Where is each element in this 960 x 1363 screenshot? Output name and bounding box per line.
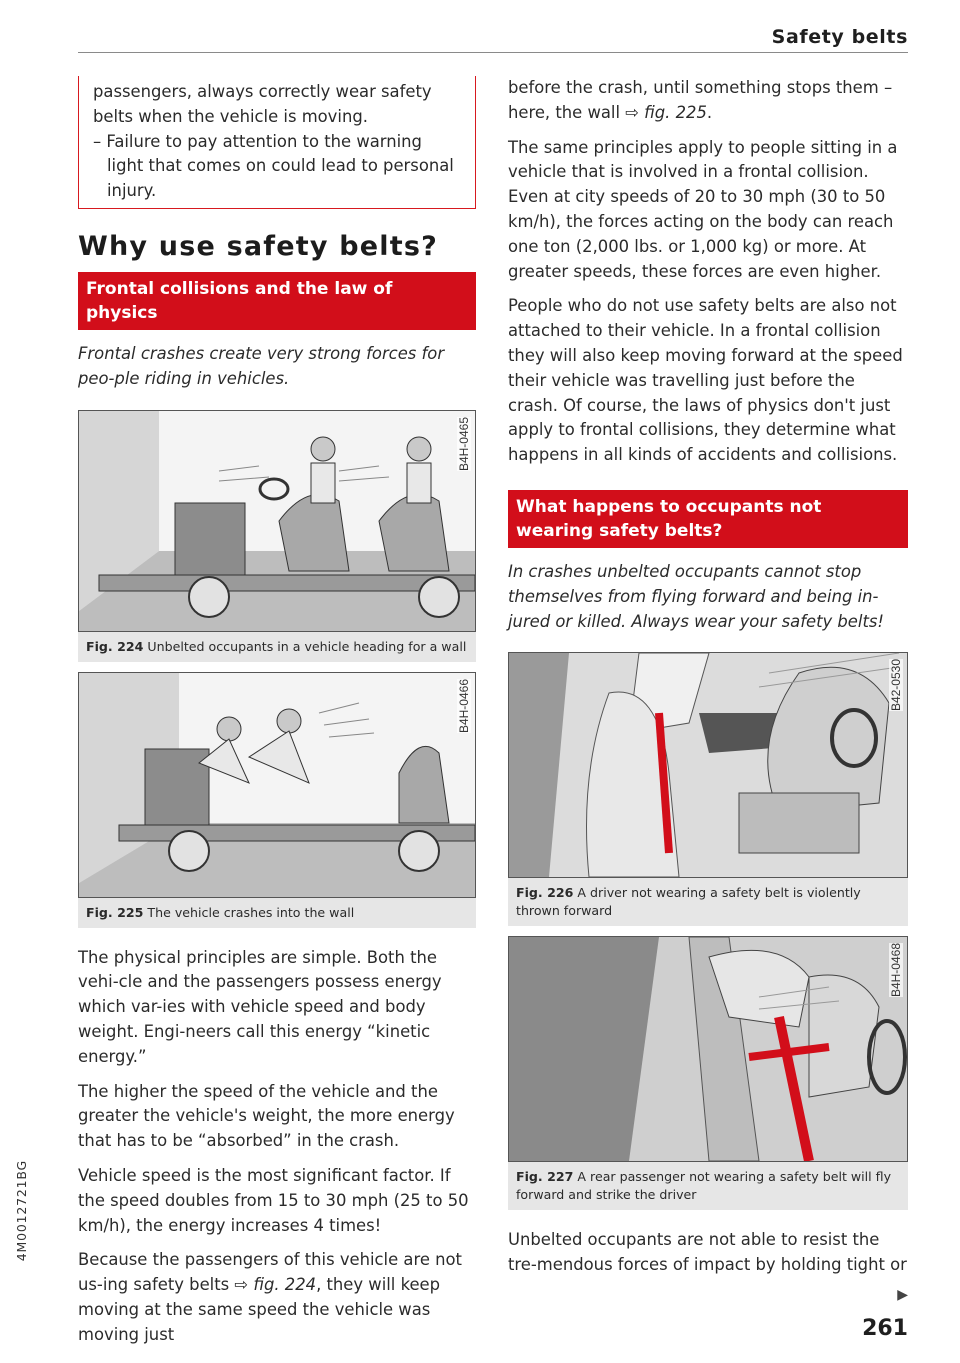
figure-227-caption-text: A rear passenger not wearing a safety belt will fly forward and strike the driver: [516, 1169, 892, 1203]
figure-226-number: Fig. 226: [516, 885, 574, 901]
section-title-frontal: Frontal collisions and the law of physics: [78, 272, 476, 330]
right-p1-text-b: .: [706, 102, 713, 122]
right-column: [508, 76, 908, 1288]
driver-thrown-forward-illustration: [509, 653, 907, 877]
rear-passenger-illustration: [509, 937, 907, 1161]
left-paragraph-3: Vehicle speed is the most significant factor. If the speed doubles from 15 to 30 mph (25 to 50 km/h), the energy increases 4 times!: [78, 1165, 469, 1235]
figure-224-number: Fig. 224: [86, 638, 144, 654]
figure-225-caption: [78, 898, 476, 928]
figure-224-code: B4H-0465: [457, 416, 471, 471]
fig-224-reference[interactable]: ⇨ fig. 224: [234, 1275, 317, 1295]
section-intro-unbelted: In crashes unbelted occupants cannot stop themselves from flying forward and being in-jured or killed. Always wear your safety belts!: [508, 561, 884, 631]
figure-226-caption: [508, 878, 908, 926]
figure-225: [78, 672, 476, 928]
figure-226-caption-text: A driver not wearing a safety belt is violently thrown forward: [516, 885, 861, 919]
figure-227: [508, 936, 908, 1210]
figure-225-code: B4H-0466: [457, 678, 471, 733]
figure-224-caption: [78, 632, 476, 662]
figure-225-number: Fig. 225: [86, 904, 144, 920]
header-rule: [78, 52, 908, 53]
running-header-title: Safety belts: [771, 26, 908, 48]
left-paragraph-1: The physical principles are simple. Both the vehi-cle and the passengers possess energy which var-ies with vehicle speed and body weight. Engi-neers call this energy “kinetic energy.”: [78, 947, 442, 1066]
section-title-unbelted: What happens to occupants not wearing safety belts?: [508, 490, 908, 548]
figure-227-image: [508, 936, 908, 1162]
figure-227-number: Fig. 227: [516, 1169, 574, 1185]
figure-224: [78, 410, 476, 662]
figure-226-image: [508, 652, 908, 878]
figure-227-caption: [508, 1162, 908, 1210]
right-paragraph-1: [508, 76, 908, 126]
left-column: [78, 76, 476, 1358]
left-p4-text-b: , they will keep moving at the same speed the vehicle was moving just: [78, 1275, 441, 1344]
section-intro-frontal: Frontal crashes create very strong forces for peo-ple riding in vehicles.: [78, 343, 445, 388]
right-paragraph-4: Unbelted occupants are not able to resist the tre-mendous forces of impact by holding tight or: [508, 1230, 907, 1275]
continue-arrow-icon: ▶: [897, 1287, 908, 1303]
figure-224-caption-text: Unbelted occupants in a vehicle heading for a wall: [147, 638, 467, 654]
right-paragraph-3: People who do not use safety belts are also not attached to their vehicle. In a frontal collision they will also keep moving forward at the speed their vehicle was travelling just before the crash. Of course, the laws of physics don't just apply to frontal collisions, they determine what happens in all kinds of accidents and collisions.: [508, 296, 903, 465]
warning-box: [78, 76, 476, 209]
warning-line-1: passengers, always correctly wear safety belts when the vehicle is moving.: [93, 82, 432, 126]
left-paragraph-4: [78, 1248, 476, 1347]
left-paragraph-2: The higher the speed of the vehicle and the greater the vehicle's weight, the more energy that has to be “absorbed” in the crash.: [78, 1081, 455, 1151]
fig-225-reference[interactable]: ⇨ fig. 225: [625, 102, 707, 122]
crash-impact-illustration: [79, 673, 475, 897]
figure-224-image: [78, 410, 476, 632]
figure-226: [508, 652, 908, 926]
document-code: 4M0012721BG: [14, 1160, 29, 1262]
figure-225-caption-text: The vehicle crashes into the wall: [147, 904, 355, 920]
right-paragraph-2: The same principles apply to people sitting in a vehicle that is involved in a frontal collision. Even at city speeds of 20 to 30 mph (30 to 50 km/h), the forces acting on the body can reach one ton (2,000 lbs. or 1,000 kg) or more. At greater speeds, these forces are even higher.: [508, 137, 898, 281]
main-heading: Why use safety belts?: [78, 230, 438, 262]
left-p4-text-a: Because the passengers of this vehicle are not us-ing safety belts: [78, 1250, 462, 1295]
figure-226-code: B42-0530: [889, 659, 903, 712]
warning-line-2: – Failure to pay attention to the warning light that comes on could lead to personal injury.: [93, 131, 454, 201]
figure-227-code: B4H-0468: [889, 943, 903, 998]
crash-sled-illustration: [79, 411, 475, 631]
figure-225-image: [78, 672, 476, 898]
page-number: 261: [862, 1316, 908, 1341]
right-p1-text-a: before the crash, until something stops them – here, the wall: [508, 78, 893, 122]
